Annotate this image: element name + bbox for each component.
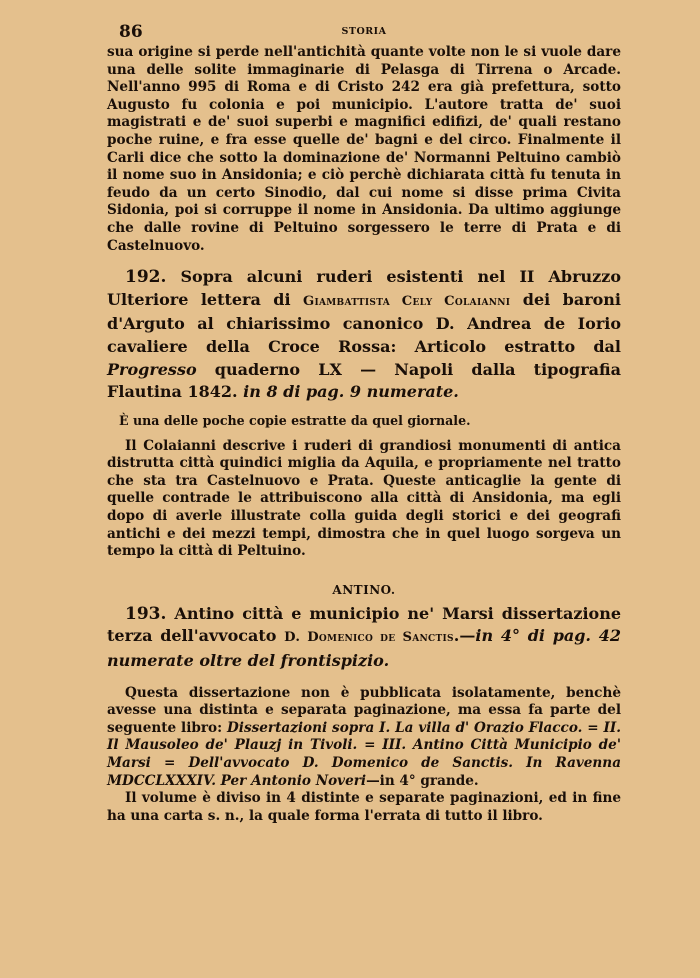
entry-description [107, 685, 621, 791]
journal-title: Progresso [107, 359, 197, 379]
entry-text: .— [453, 626, 476, 646]
entry-description-2: Il volume è diviso in 4 distinte e separate paginazioni, ed in fine ha una carta s. n., la quale forma l'errata di tutto il libro. [107, 790, 621, 824]
author-name: D. Domenico de Sanctis [284, 630, 454, 646]
entry-text: quaderno LX — Napoli dalla tipografia Flautina 1842. [107, 359, 621, 402]
entry-number: 192. [125, 267, 167, 288]
entry-193 [107, 603, 621, 673]
description-text: Questa dissertazione non è pubblicata isolatamente, benchè avesse una distinta e separata paginazione, ma essa fa parte del seguente libro: [107, 684, 621, 736]
running-title: STORIA [341, 26, 387, 37]
format-info: in 8 di pag. 9 numerate. [243, 382, 459, 402]
description-text: —in 4° grande. [366, 772, 479, 789]
page-number: 86 [119, 22, 143, 42]
page-header [107, 22, 621, 44]
book-page [107, 22, 621, 825]
entry-text: dei baroni d'Arguto al chiarissimo canonico D. Andrea de Iorio cavaliere della Croce Rossa: Articolo estratto dal [107, 289, 622, 356]
entry-number: 193. [125, 603, 167, 624]
continuation-paragraph: sua origine si perde nell'antichità quante volte non le si vuole dare una delle solite immaginarie di Pelasga di Tirrena o Arcade. Nell'anno 995 di Roma e di Cristo 242 era già prefettura, sotto Augusto fu colonia e poi municipio. L'autore tratta de' suoi magistrati e de' suoi superbi e magnifici edifizi, de' quali restano poche ruine, e fra esse quelle de' bagni e del circo. Finalmente il Carli dice che sotto la dominazione de' Normanni Peltuino cambiò il nome suo in Ansidonia; e ciò perchè dichiarata città fu tenuta in feudo da un certo Sinodio, dal cui nome si disse prima Civita Sidonia, poi si corruppe il nome in Ansidonia. Da ultimo aggiunge che dalle rovine di Peltuino sorgessero le terre di Prata e di Castelnuovo. [107, 44, 621, 254]
entry-192 [107, 266, 621, 404]
entry-note: È una delle poche copie estratte da quel giornale. [119, 412, 471, 428]
entry-description: Il Colaianni descrive i ruderi di grandiosi monumenti di antica distrutta città quindici miglia da Aquila, e propriamente nel tratto che sta tra Castelnuovo e Prata. Queste anticaglie la gente di quelle contrade le attribuiscono alla città di Ansidonia, ma egli dopo di averle illustrate colla guida degli storici e dei geografi antichi e dei mezzi tempi, dimostra che in quel luogo sorgeva un tempo la città di Peltuino. [107, 437, 621, 560]
entry-text: Antino città e municipio ne' Marsi dissertazione terza dell'avvocato [107, 603, 621, 646]
entry-text: Sopra alcuni ruderi esistenti nel II Abruzzo Ulteriore lettera di [107, 267, 621, 309]
author-name: Giambattista Cely Colaianni [303, 293, 511, 309]
book-title: Dissertazioni sopra I. La villa d' Orazio Flacco. = II. Il Mausoleo de' Plauzj in Tivoli. = III. Antino Città Municipio de' Marsi = Dell'avvocato D. Domenico de Sanctis. In Ravenna MDCCLXXXIV. Per Antonio Noveri [107, 719, 622, 789]
format-info: in 4° di pag. 42 numerate oltre del frontispizio. [107, 626, 622, 671]
section-heading: ANTINO. [332, 582, 396, 597]
